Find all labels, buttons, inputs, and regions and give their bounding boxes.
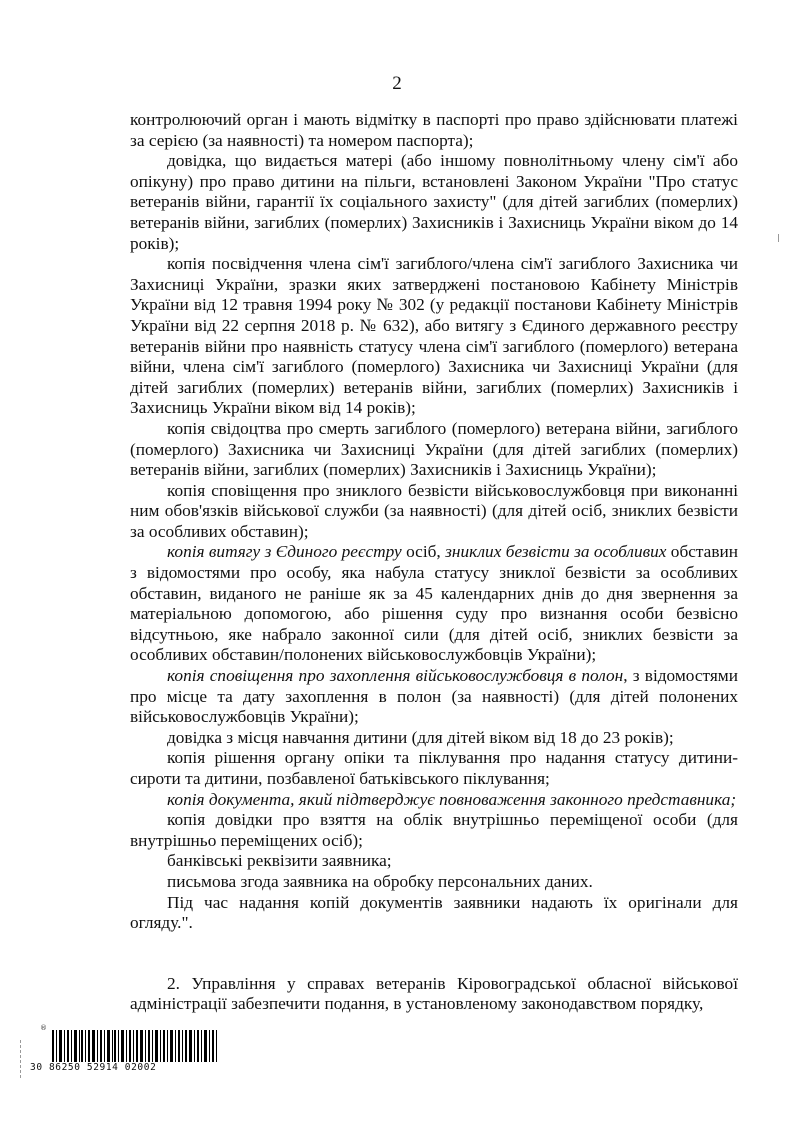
italic-missing-persons: зниклих безвісти за особливих	[445, 542, 667, 562]
paragraph-death-certificate: копія свідоцтва про смерть загиблого (померлого) ветерана війни, загиблого (померлого) Захисника чи Захисниці України (для дітей загиблих (померлих) ветеранів війни, загиблих (померлих) Захисників і Захисниць України);	[130, 418, 738, 480]
paragraph-family-id-copy: копія посвідчення члена сім'ї загиблого/члена сім'ї загиблого Захисника чи Захисниці України, зразки яких затверджені постановою Кабінету Міністрів України від 12 травня 1994 року № 302 (у редакції постанови Кабінету Міністрів України від 22 серпня 2018 р. № 632), або витягу з Єдиного державного реєстру ветеранів війни про наявність статусу члена сім'ї загиблого (померлого) ветерана війни, члена сім'ї загиблого (померлого) Захисника чи Захисниці України (для дітей загиблих (померлих) ветеранів війни, загиблих (померлих) Захисників і Захисниць України віком від 14 років);	[130, 254, 738, 418]
registered-mark: ®	[40, 1024, 47, 1032]
captivity-text: , з відомостями про місце та дату захоплення в полон (за наявності) (для дітей полонених військовослужбовців України);	[130, 666, 738, 727]
paragraph-guardianship-decision: копія рішення органу опіки та піклування про надання статусу дитини-сироти та дитини, позбавленої батьківського піклування;	[130, 748, 738, 788]
margin-tick	[778, 234, 779, 242]
barcode-bars	[52, 1030, 222, 1062]
paragraph-idp-certificate: копія довідки про взяття на облік внутрішньо переміщеної особи (для внутрішньо переміщених осіб);	[130, 810, 738, 850]
paragraph-missing-notice: копія сповіщення про зниклого безвісти військовослужбовця при виконанні ним обов'язків військової служби (за наявності) (для дітей осіб, зниклих безвісти за особливих обставин);	[130, 480, 738, 541]
left-margin-perforation	[20, 1040, 22, 1078]
paragraph-captivity-notice	[130, 666, 738, 728]
document-body	[130, 110, 738, 1015]
page-number: 2	[392, 73, 402, 94]
barcode-digits: 30 86250 52914 02002	[30, 1062, 157, 1073]
paragraph-originals: Під час надання копій документів заявники надають їх оригінали для огляду.".	[130, 892, 738, 933]
paragraph-registry-extract	[130, 542, 738, 666]
section-gap	[130, 934, 738, 974]
paragraph-consent: письмова згода заявника на обробку персональних даних.	[167, 871, 593, 891]
italic-registry-extract: копія витягу з Єдиного реєстру	[167, 542, 402, 562]
registry-text-1: осіб,	[401, 542, 446, 562]
paragraph-certificate-mother: довідка, що видається матері (або іншому повнолітньому члену сім'ї або опікуну) про право дитини на пільги, встановлені Законом України "Про статус ветеранів війни, гарантії їх соціального захисту" (для дітей загиблих (померлих) ветеранів війни, загиблих (померлих) Захисників і Захисниць України віком до 14 років);	[130, 151, 738, 253]
section-2-paragraph: 2. Управління у справах ветеранів Кіровоградської обласної військової адміністрації забезпечити подання, в установленому законодавством порядку,	[130, 973, 738, 1014]
paragraph-study-certificate: довідка з місця навчання дитини (для дітей віком від 18 до 23 років);	[167, 727, 674, 747]
paragraph-bank-details: банківські реквізити заявника;	[167, 851, 392, 871]
italic-captivity-notice: копія сповіщення про захоплення військовослужбовця в полон	[167, 666, 624, 686]
paragraph-representative	[130, 790, 738, 811]
italic-representative: копія документа, який підтверджує повноваження законного представника;	[167, 789, 737, 809]
registry-text-2: обставин з відомостями про особу, яка набула статусу зниклої безвісти за особливих обставин, виданого не раніше як за 45 календарних днів до дня звернення за матеріальною допомогою, або рішення суду про визнання особи безвісно відсутньою, яке набрало законної сили (для дітей осіб, зниклих безвісти за особливих обставин/полонених військовослужбовців України);	[130, 542, 738, 665]
paragraph-passport: контролюючий орган і мають відмітку в паспорті про право здійснювати платежі за серією (за наявності) та номером паспорта);	[130, 110, 738, 150]
barcode	[30, 1024, 210, 1076]
